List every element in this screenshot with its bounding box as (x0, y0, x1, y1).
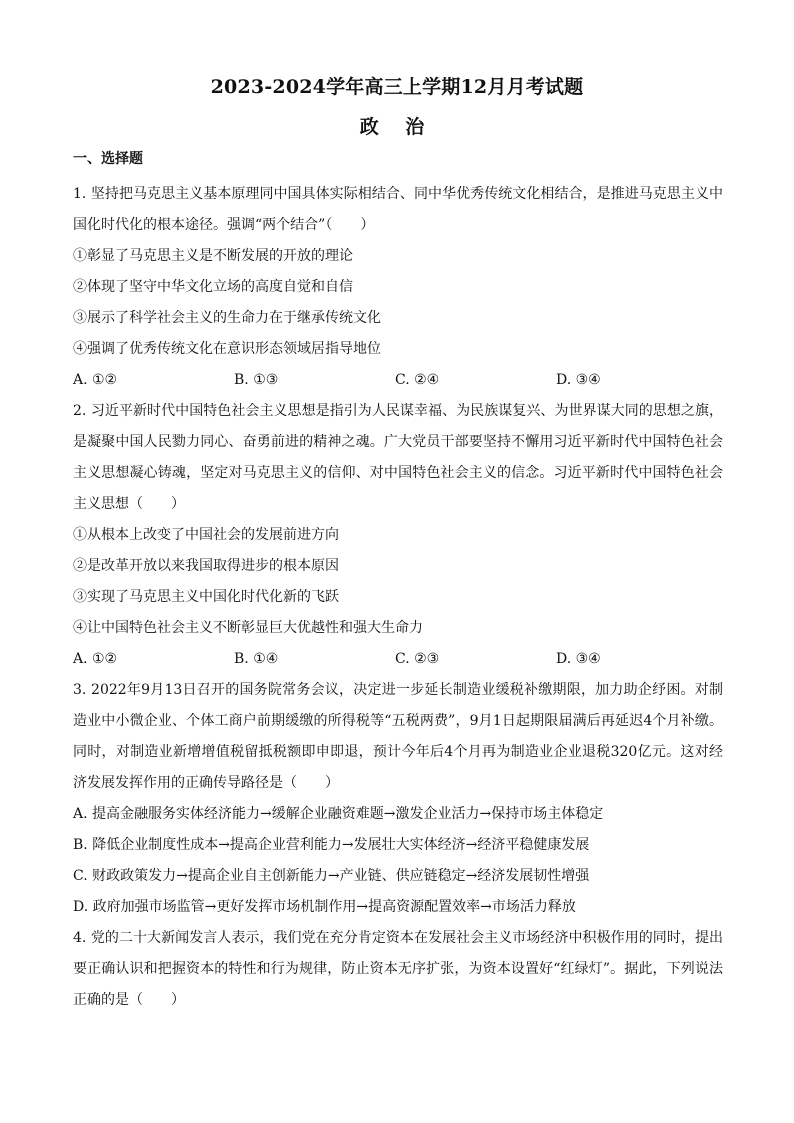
question-stem: 4. 党的二十大新闻发言人表示，我们党在充分肯定资本在发展社会主义市场经济中积极作用的同时，提出要正确认识和把握资本的特性和行为规律，防止资本无序扩张，为资本设置好“红绿灯”。据此，下列说法正确的是（ ） (73, 930, 723, 1008)
choice-c: C. ②④ (395, 372, 440, 388)
choice-d: D. ③④ (556, 372, 601, 388)
question-4 (73, 923, 723, 1016)
subject-title: 政 治 (359, 116, 435, 138)
statement: ④让中国特色社会主义不断彰显巨大优越性和强大生命力 (73, 620, 423, 636)
choice-c: C. ②③ (395, 651, 440, 667)
choice-a: A. ①② (73, 651, 118, 667)
question-stem: 3. 2022年9月13日召开的国务院常务会议，决定进一步延长制造业缓税补缴期限，加力助企纾困。对制造业中小微企业、个体工商户前期缓缴的所得税等“五税两费”，9月1日起期限届满后再延迟4个月补缴。同时，对制造业新增增值税留抵税额即申即退，预计今年后4个月再为制造业企业退税320亿元。这对经济发展发挥作用的正确传导路径是（ ） (73, 682, 723, 791)
question-2 (73, 396, 723, 675)
exam-content (73, 148, 723, 1016)
exam-title: 2023-2024学年高三上学期12月月考试题 (210, 76, 584, 98)
question-stem: 1. 坚持把马克思主义基本原理同中国具体实际相结合、同中华优秀传统文化相结合，是推进马克思主义中国化时代化的根本途径。强调“两个结合”（ ） (73, 186, 723, 233)
choice-b: B. ①③ (234, 372, 279, 388)
option-a: A. 提高金融服务实体经济能力→缓解企业融资难题→激发企业活力→保持市场主体稳定 (73, 806, 604, 822)
option-c: C. 财政政策发力→提高企业自主创新能力→产业链、供应链稳定→经济发展韧性增强 (73, 868, 590, 884)
statement: ②是改革开放以来我国取得进步的根本原因 (73, 558, 339, 574)
statement: ③展示了科学社会主义的生命力在于继承传统文化 (73, 310, 381, 326)
statement: ②体现了坚守中华文化立场的高度自觉和自信 (73, 279, 353, 295)
answer-choices (73, 644, 723, 675)
choice-b: B. ①④ (234, 651, 279, 667)
question-1 (73, 179, 723, 396)
statement: ④强调了优秀传统文化在意识形态领域居指导地位 (73, 341, 381, 357)
statement: ①彰显了马克思主义是不断发展的开放的理论 (73, 248, 353, 264)
statement: ①从根本上改变了中国社会的发展前进方向 (73, 527, 339, 543)
choice-a: A. ①② (73, 372, 118, 388)
question-stem: 2. 习近平新时代中国特色社会主义思想是指引为人民谋幸福、为民族谋复兴、为世界谋大同的思想之旗，是凝聚中国人民勠力同心、奋勇前进的精神之魂。广大党员干部要坚持不懈用习近平新时代中国特色社会主义思想凝心铸魂，坚定对马克思主义的信仰、对中国特色社会主义的信念。习近平新时代中国特色社会主义思想（ ） (73, 403, 723, 512)
choice-d: D. ③④ (556, 651, 601, 667)
option-d: D. 政府加强市场监管→更好发挥市场机制作用→提高资源配置效率→市场活力释放 (73, 899, 576, 915)
statement: ③实现了马克思主义中国化时代化新的飞跃 (73, 589, 339, 605)
question-3 (73, 675, 723, 923)
answer-choices (73, 365, 723, 396)
section-heading: 一、选择题 (73, 151, 143, 167)
option-b: B. 降低企业制度性成本→提高企业营利能力→发展壮大实体经济→经济平稳健康发展 (73, 837, 590, 853)
